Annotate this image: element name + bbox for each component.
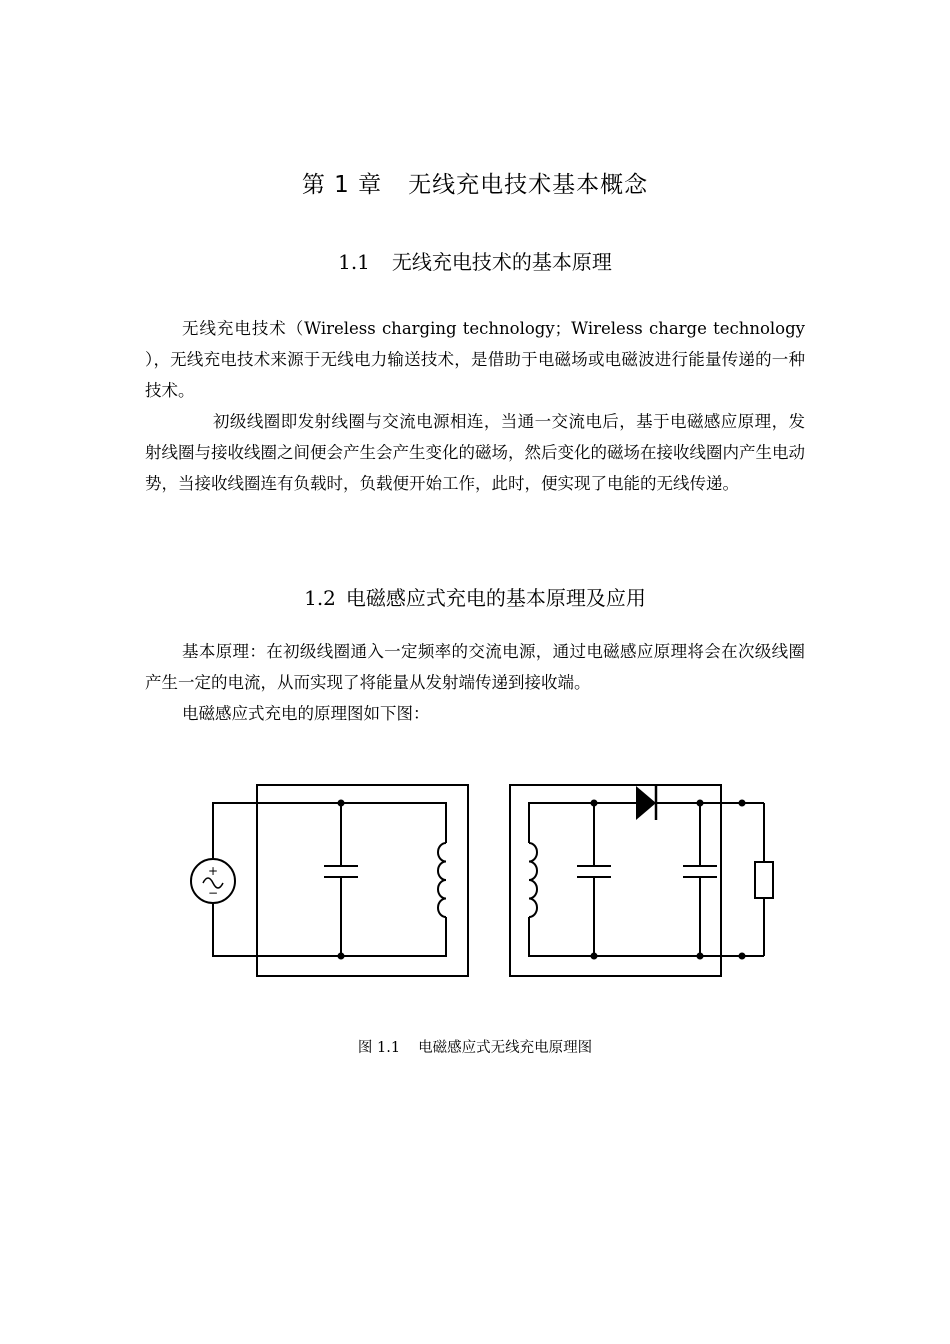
paragraph-principle: 初级线圈即发射线圈与交流电源相连，当通一交流电后，基于电磁感应原理，发射线圈与接收线圈之间便会产生会产生变化的磁场，然后变化的磁场在接收线圈内产生电动势，当接收线圈连有负载时，负载便开始工作，此时，便实现了电能的无线传递。 — [145, 412, 805, 493]
secondary-coil — [529, 843, 537, 917]
chapter-number: 第 1 章 — [301, 172, 383, 198]
receiver-wire-top — [529, 803, 636, 843]
figure-number: 图 1.1 — [357, 1040, 401, 1056]
transmitter-box — [257, 785, 468, 976]
section-number: 1.1 — [338, 250, 370, 274]
paragraph-basic-principle: 基本原理：在初级线圈通入一定频率的交流电源，通过电磁感应原理将会在次级线圈产生一定的电流，从而实现了将能量从发射端传递到接收端。 — [145, 642, 805, 692]
transmitter-wire — [213, 803, 446, 858]
paragraph-figure-intro: 电磁感应式充电的原理图如下图： — [182, 704, 430, 723]
junction-dot — [338, 800, 345, 807]
chapter-title-text: 无线充电技术基本概念 — [408, 172, 649, 198]
junction-dot — [338, 953, 345, 960]
primary-coil — [438, 843, 446, 917]
receiver-box — [510, 785, 721, 976]
junction-dot — [591, 953, 598, 960]
figure-caption — [0, 1036, 950, 1057]
junction-dot — [739, 800, 746, 807]
junction-dot — [697, 800, 704, 807]
diode-icon — [636, 786, 656, 820]
transmitter-wire-bottom — [213, 904, 446, 956]
section-title-text: 无线充电技术的基本原理 — [391, 250, 612, 274]
receiver-wire-bottom — [529, 917, 764, 956]
source-minus-sign: − — [207, 886, 219, 900]
junction-dot — [697, 953, 704, 960]
junction-dot — [739, 953, 746, 960]
load-resistor — [755, 862, 773, 898]
paragraph-definition: 无线充电技术（Wireless charging technology；Wireless charge technology ），无线充电技术来源于无线电力输送技术，是借助于电磁场或电磁波进行能量传递的一种技术。 — [145, 319, 805, 400]
junction-dot — [591, 800, 598, 807]
source-plus-sign: + — [207, 864, 219, 878]
section-number: 1.2 — [304, 586, 336, 610]
figure-caption-text: 电磁感应式无线充电原理图 — [418, 1040, 593, 1056]
section-title-text: 电磁感应式充电的基本原理及应用 — [345, 586, 646, 610]
